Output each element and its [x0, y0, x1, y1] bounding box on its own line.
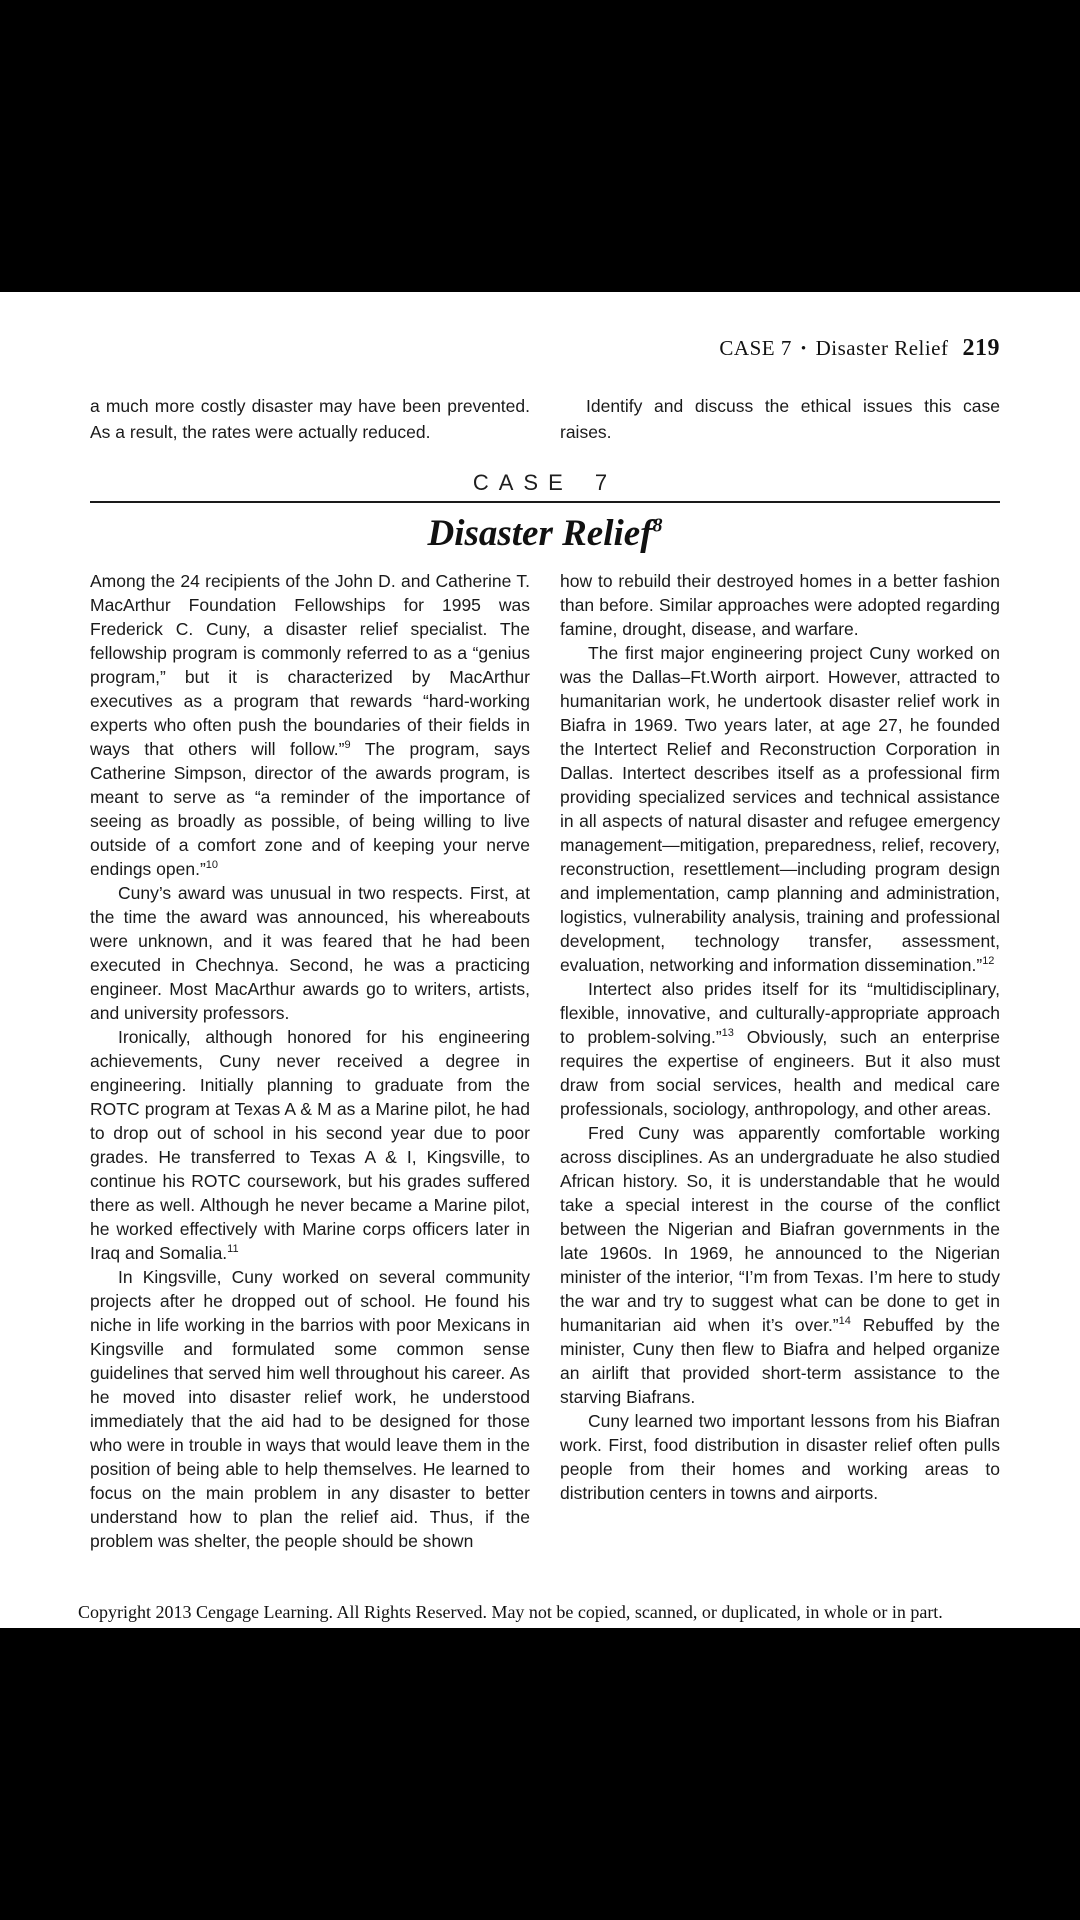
- running-head-title: Disaster Relief: [815, 336, 949, 360]
- intro-right-column: [560, 393, 1000, 445]
- article-title-text: Disaster Relief: [427, 513, 653, 554]
- body-left-column: [90, 569, 530, 1553]
- title-footnote-reference: 8: [652, 514, 663, 537]
- paragraph: Among the 24 recipients of the John D. and Catherine T. MacArthur Foundation Fellowships for 1995 was Frederick C. Cuny, a disaster relief specialist. The fellowship program is commonly referred to as a “genius program,” but it is characterized by MacArthur executives as a program that rewards “hard-working experts who often push the boundaries of their fields in ways that others will follow.”$^9$ The program, says Catherine Simpson, director of the awards program, is meant to serve as “a reminder of the importance of seeing as broadly as possible, of being willing to live outside of a comfort zone and of keeping your nerve endings open.”$^{10}$: [90, 571, 530, 879]
- paragraph: Cuny’s award was unusual in two respects. First, at the time the award was announced, his whereabouts were unknown, and it was feared that he had been executed in Chechnya. Second, he was a practicing engineer. Most MacArthur awards go to writers, artists, and university professors.: [90, 883, 530, 1023]
- intro-left-column: [90, 393, 530, 445]
- bullet-separator-icon: •: [800, 341, 807, 357]
- heading-rule-divider: [90, 501, 1000, 503]
- paragraph: In Kingsville, Cuny worked on several community projects after he dropped out of school. He found his niche in life working in the barrios with poor Mexicans in Kingsville and formulated some common sense guidelines that served him well throughout his career. As he moved into disaster relief work, he understood immediately that the aid had to be designed for those who were in trouble in ways that would leave them in the position of being able to help themselves. He learned to focus on the main problem in any disaster to better understand how to plan the relief aid. Thus, if the problem was shelter, the people should be shown: [90, 1267, 530, 1551]
- article-body: [90, 569, 1000, 1553]
- footnote-reference: 11: [227, 1243, 239, 1256]
- paragraph: The first major engineering project Cuny worked on was the Dallas–Ft.Worth airport. However, attracted to humanitarian work, he undertook disaster relief work in Biafra in 1969. Two years later, at age 27, he founded the Intertect Relief and Reconstruction Corporation in Dallas. Intertect describes itself as a professional firm providing specialized services and technical assistance in all aspects of natural disaster and refugee emergency management—mitigation, preparedness, relief, recovery, reconstruction, resettlement—including program design and implementation, camp planning and administration, logistics, vulnerability analysis, training and professional development, technology transfer, assessment, evaluation, networking and information dissemination.”$^{12}$: [560, 643, 1000, 975]
- paragraph: Cuny learned two important lessons from his Biafran work. First, food distribution in disaster relief often pulls people from their homes and working areas to distribution centers in towns and airports.: [560, 1411, 1000, 1503]
- footnote-reference: 12: [982, 955, 995, 968]
- footnote-reference: 13: [721, 1027, 734, 1040]
- bottom-letterbox-bar: [0, 1628, 1080, 1920]
- book-page: [0, 292, 1080, 1628]
- intro-right-paragraph: Identify and discuss the ethical issues this case raises.: [560, 396, 1000, 442]
- case-heading: CASE 7: [472, 470, 618, 495]
- previous-case-carryover: [90, 393, 1000, 445]
- top-letterbox-bar: [0, 0, 1080, 292]
- body-right-column: [560, 569, 1000, 1553]
- paragraph: Fred Cuny was apparently comfortable working across disciplines. As an undergraduate he also studied African history. So, it is understandable that he would take a special interest in the course of the conflict between the Nigerian and Biafran governments in the late 1960s. In 1969, he announced to the Nigerian minister of the interior, “I’m from Texas. I’m here to study the war and try to suggest what can be done to get in humanitarian aid when it’s over.”$^{14}$ Rebuffed by the minister, Cuny then flew to Biafra and helped organize an airlift that provided short-term assistance to the starving Biafrans.: [560, 1123, 1000, 1407]
- paragraph: how to rebuild their destroyed homes in a better fashion than before. Similar approaches were adopted regarding famine, drought, disease, and warfare.: [560, 571, 1000, 639]
- running-head: [90, 336, 1000, 361]
- page-number: 219: [962, 335, 1000, 361]
- intro-left-paragraph: a much more costly disaster may have been prevented. As a result, the rates were actually reduced.: [90, 396, 530, 442]
- footnote-reference: 14: [838, 1315, 851, 1328]
- article-title: [90, 512, 1000, 556]
- running-head-case-label: CASE 7: [719, 336, 792, 360]
- paragraph: Intertect also prides itself for its “multidisciplinary, flexible, innovative, and culturally-appropriate approach to problem-solving.”$^{13}$ Obviously, such an enterprise requires the expertise of engineers. But it also must draw from social services, health and medical care professionals, sociology, anthropology, and other areas.: [560, 979, 1000, 1119]
- footnote-reference: 9: [344, 739, 351, 752]
- page-content: [0, 292, 1080, 1553]
- copyright-footer: Copyright 2013 Cengage Learning. All Rights Reserved. May not be copied, scanned, or duplicated, in whole or in part.: [78, 1602, 943, 1622]
- footnote-reference: 10: [205, 859, 219, 872]
- paragraph: Ironically, although honored for his engineering achievements, Cuny never received a degree in engineering. Initially planning to graduate from the ROTC program at Texas A & M as a Marine pilot, he had to drop out of school in his second year due to poor grades. He transferred to Texas A & I, Kingsville, to continue his ROTC coursework, but his grades suffered there as well. Although he never became a Marine pilot, he worked effectively with Marine corps officers later in Iraq and Somalia.$^{11}$: [90, 1027, 530, 1263]
